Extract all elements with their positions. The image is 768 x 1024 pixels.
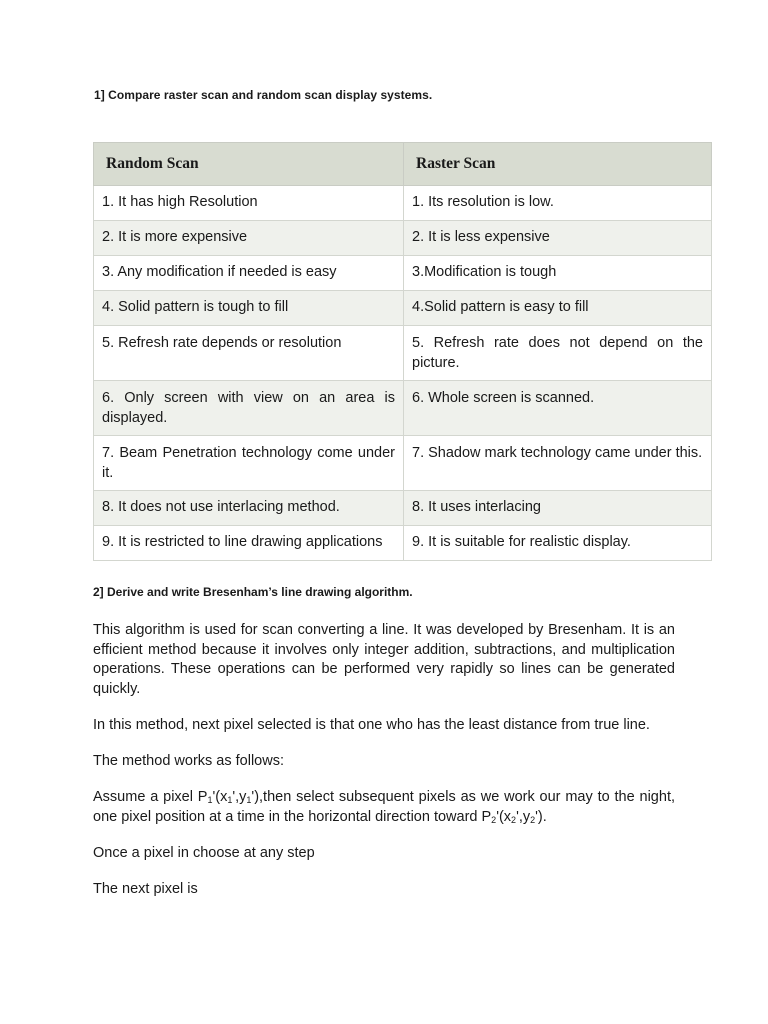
header-raster-scan: Raster Scan	[404, 143, 712, 186]
table-cell: 9. It is suitable for realistic display.	[404, 526, 712, 561]
table-cell: 2. It is less expensive	[404, 221, 712, 256]
paragraph-intro: This algorithm is used for scan converting a line. It was developed by Bresenham. It is an efficient method because it involves only integer addition, subtractions, and multiplication operations. These operations can be performed very rapidly so lines can be generated quickly.	[93, 622, 675, 697]
table-cell: 4. Solid pattern is tough to fill	[94, 291, 404, 326]
paragraph-once: Once a pixel in choose at any step	[93, 845, 315, 861]
table-row	[94, 256, 712, 291]
table-row	[94, 491, 712, 526]
table-cell: 3. Any modification if needed is easy	[94, 256, 404, 291]
table-cell: 7. Beam Penetration technology come under it.	[94, 436, 404, 491]
text-run: ',y	[516, 808, 531, 825]
table-row	[94, 291, 712, 326]
text-run: Assume a pixel P	[93, 789, 208, 805]
table-row	[94, 436, 712, 491]
table-cell: 3.Modification is tough	[404, 256, 712, 291]
header-random-scan: Random Scan	[94, 143, 404, 186]
paragraph-method: In this method, next pixel selected is that one who has the least distance from true line.	[93, 717, 650, 733]
table-cell: 7. Shadow mark technology came under this.	[404, 436, 712, 491]
paragraph-next: The next pixel is	[93, 881, 198, 897]
table-cell: 8. It does not use interlacing method.	[94, 491, 404, 526]
comparison-table	[93, 142, 712, 561]
subscript: 1	[227, 795, 233, 805]
paragraph-works: The method works as follows:	[93, 753, 284, 769]
table-cell: 2. It is more expensive	[94, 221, 404, 256]
subscript: 1	[207, 795, 213, 805]
text-run: ').	[535, 808, 547, 825]
table-row	[94, 326, 712, 381]
table-cell: 8. It uses interlacing	[404, 491, 712, 526]
table-header-row	[94, 143, 712, 186]
subscript: 2	[530, 814, 536, 825]
table-cell: 1. Its resolution is low.	[404, 186, 712, 221]
table-cell: 1. It has high Resolution	[94, 186, 404, 221]
table-row	[94, 186, 712, 221]
table-cell: 5. Refresh rate does not depend on the picture.	[404, 326, 712, 381]
table-cell: 9. It is restricted to line drawing applications	[94, 526, 404, 561]
table-cell: 4.Solid pattern is easy to fill	[404, 291, 712, 326]
question-2-heading: 2] Derive and write Bresenham’s line drawing algorithm.	[93, 585, 413, 599]
subscript: 2	[491, 814, 497, 825]
paragraph-assume	[93, 788, 675, 827]
text-run: '),then select subsequent pixels as we work our may to the night, one pixel position at a time in the horizontal direction toward P	[93, 789, 675, 825]
text-run: '(x	[496, 808, 512, 825]
text-run: ',y	[232, 789, 247, 805]
table-row	[94, 381, 712, 436]
subscript: 2	[511, 814, 517, 825]
table-cell: 6. Only screen with view on an area is displayed.	[94, 381, 404, 436]
table-row	[94, 526, 712, 561]
subscript: 1	[246, 795, 252, 805]
table-cell: 5. Refresh rate depends or resolution	[94, 326, 404, 381]
text-run: '(x	[212, 789, 228, 805]
table-cell: 6. Whole screen is scanned.	[404, 381, 712, 436]
table-row	[94, 221, 712, 256]
question-1-heading: 1] Compare raster scan and random scan display systems.	[94, 88, 433, 102]
